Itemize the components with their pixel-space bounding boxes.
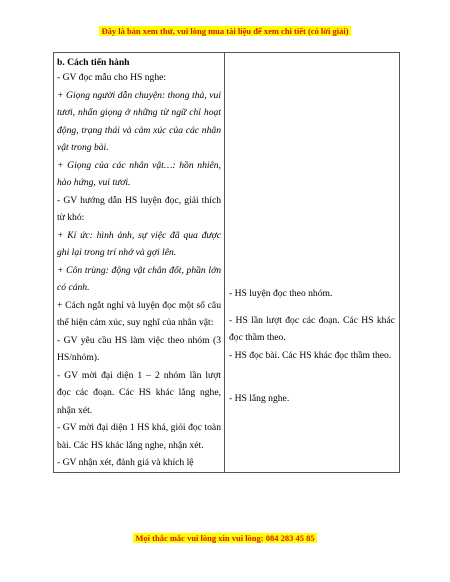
list-item: - GV mời đại diện 1 HS khá, giỏi đọc toàn bài. Các HS khác lắng nghe, nhận xét. [57, 422, 221, 451]
list-item: - HS lần lượt đọc các đoạn. Các HS khác đọc thầm theo. [229, 314, 395, 343]
lesson-plan-table [53, 52, 400, 473]
list-item: - GV nhận xét, đánh giá và khích lệ [57, 457, 194, 468]
table-row [54, 53, 400, 473]
list-item: - GV hướng dẫn HS luyện đọc, giải thích từ khó: [57, 194, 221, 223]
list-item: + Giọng của các nhân vật…: hồn nhiên, hào hứng, vui tươi. [57, 159, 221, 188]
list-item: + Côn trùng: động vật chân đốt, phần lớn có cánh. [57, 264, 221, 293]
list-item: - HS luyện đọc theo nhóm. [229, 288, 333, 299]
list-item: + Kí ức: hình ảnh, sự việc đã qua được ghi lại trong trí nhớ và gợi lên. [57, 229, 221, 258]
contact-text: Mọi thắc mắc vui lòng xin vui lòng: 084 283 45 85 [135, 533, 315, 543]
list-item: + Giọng người dẫn chuyện: thong thả, vui tươi, nhấn giọng ở những từ ngữ chỉ hoạt động, trạng thái và cảm xúc của các nhân vật trong bài. [57, 89, 221, 153]
list-item: + Cách ngắt nghỉ và luyện đọc một số câu thể hiện cảm xúc, suy nghĩ của nhân vật: [57, 299, 221, 328]
student-activity-cell [225, 53, 400, 473]
section-heading: b. Cách tiến hành [57, 57, 130, 68]
contact-banner [0, 533, 450, 543]
list-item: - GV đọc mẫu cho HS nghe: [57, 72, 167, 83]
preview-notice-banner [0, 26, 450, 36]
list-item: - GV yêu cầu HS làm việc theo nhóm (3 HS/nhóm). [57, 334, 221, 363]
list-item: - HS lắng nghe. [229, 393, 290, 404]
list-item: - HS đọc bài. Các HS khác đọc thầm theo. [229, 349, 392, 361]
list-item: - GV mời đại diện 1 – 2 nhóm lần lượt đọc các đoạn. Các HS khác lắng nghe, nhận xét. [57, 369, 221, 416]
teacher-activity-cell [54, 53, 225, 473]
preview-notice-text: Đây là bản xem thử, vui lòng mua tài liệu để xem chi tiết (có lời giải) [101, 26, 349, 36]
